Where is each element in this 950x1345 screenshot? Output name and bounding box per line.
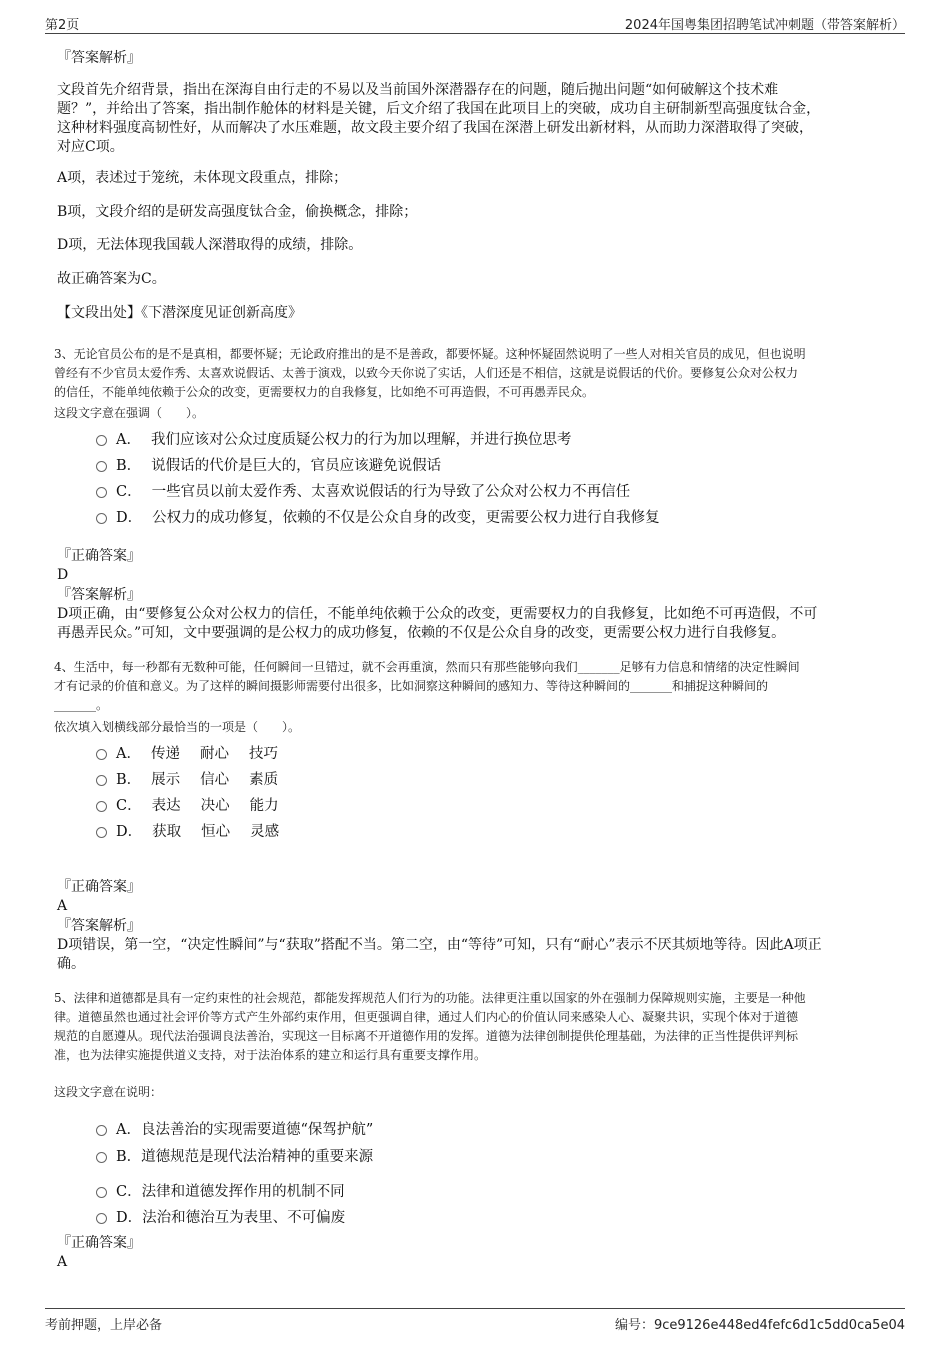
stem-line: 准，也为法律实施提供道义支持，对于法治体系的建立和运行具有重要支撑作用。 bbox=[54, 1048, 487, 1062]
option-text: 道德规范是现代法治精神的重要来源 bbox=[141, 1149, 374, 1165]
option-text: 一些官员以前太爱作秀、太喜欢说假话的行为导致了公众对公权力不再信任 bbox=[151, 484, 631, 500]
q5-answer-label: 『正确答案』 bbox=[57, 1235, 141, 1251]
q5-prompt: 这段文字意在说明： bbox=[54, 1085, 163, 1099]
stem-line: 规范的自愿遵从。现代法治强调良法善治，实现这一目标离不开道德作用的发挥。道德为法律创制提供伦理基础，为法律的正当性提供评判标 bbox=[54, 1029, 799, 1043]
option-letter: D． bbox=[116, 824, 143, 840]
analysis-line: 题？”，并给出了答案，指出制作舱体的材料是关键，后文介绍了我国在此项目上的突破，成功自主研制新型高强度钛合金， bbox=[57, 101, 821, 117]
q5-answer: A bbox=[57, 1254, 68, 1270]
document-title: 2024年国粤集团招聘笔试冲刺题（带答案解析） bbox=[624, 18, 905, 33]
radio-icon[interactable] bbox=[96, 1213, 107, 1224]
stem-line: 4、生活中，每一秒都有无数种可能，任何瞬间一旦错过，就不会再重演，然而只有那些能够向我们_______足够有力信息和情绪的决定性瞬间 bbox=[54, 660, 800, 674]
option-word: 技巧 bbox=[248, 746, 278, 762]
option-letter: C． bbox=[116, 484, 142, 500]
option-text: 法律和道德发挥作用的机制不同 bbox=[141, 1184, 345, 1200]
q3-option-b[interactable] bbox=[96, 454, 441, 475]
option-word: 耐心 bbox=[199, 746, 229, 762]
correct-conclusion: 故正确答案为C。 bbox=[57, 271, 166, 287]
analysis-line: D项错误，第一空，“决定性瞬间”与“获取”搭配不当。第二空，由“等待”可知，只有“耐心”表示不厌其烦地等待。因此A项正 bbox=[57, 937, 822, 953]
radio-icon[interactable] bbox=[96, 513, 107, 524]
q3-analysis-label: 『答案解析』 bbox=[57, 587, 141, 603]
analysis-line: 确。 bbox=[57, 956, 85, 972]
q4-option-b[interactable] bbox=[96, 768, 278, 789]
q4-option-c[interactable] bbox=[96, 794, 279, 815]
radio-icon[interactable] bbox=[96, 749, 107, 760]
option-letter: B． bbox=[116, 772, 142, 788]
option-letter: B． bbox=[116, 458, 142, 474]
analysis-line: 文段首先介绍背景，指出在深海自由行走的不易以及当前国外深潜器存在的问题，随后抛出问题“如何破解这个技术难 bbox=[57, 82, 779, 98]
option-text: 良法善治的实现需要道德“保驾护航” bbox=[140, 1122, 374, 1138]
radio-icon[interactable] bbox=[96, 1125, 107, 1136]
stem-line: 律。道德虽然也通过社会评价等方式产生外部约束作用，但更强调自律，通过人们内心的价值认同来感染人心、凝聚共识，实现个体对于道德 bbox=[54, 1010, 799, 1024]
option-word: 展示 bbox=[151, 772, 181, 788]
option-text: 法治和德治互为表里、不可偏废 bbox=[142, 1210, 346, 1226]
document-id bbox=[615, 1314, 905, 1333]
footer-slogan: 考前押题，上岸必备 bbox=[45, 1318, 163, 1333]
radio-icon[interactable] bbox=[96, 1152, 107, 1163]
stem-line: 3、无论官员公布的是不是真相，都要怀疑；无论政府推出的是不是善政，都要怀疑。这种怀疑固然说明了一些人对相关官员的成见，但也说明 bbox=[54, 347, 806, 361]
q3-option-d[interactable] bbox=[96, 506, 660, 527]
q3-analysis bbox=[57, 605, 887, 643]
radio-icon[interactable] bbox=[96, 827, 107, 838]
option-letter: B． bbox=[116, 1149, 142, 1165]
stem-line: 曾经有不少官员太爱作秀、太喜欢说假话、太善于演戏，以致今天你说了实话，人们还是不相信，这就是说假话的代价。要修复公众对公权力 bbox=[54, 366, 799, 380]
radio-icon[interactable] bbox=[96, 487, 107, 498]
option-word: 表达 bbox=[151, 798, 181, 814]
option-letter: C． bbox=[116, 798, 142, 814]
q3-prompt: 这段文字意在强调（ ）。 bbox=[54, 406, 205, 420]
radio-icon[interactable] bbox=[96, 1187, 107, 1198]
radio-icon[interactable] bbox=[96, 801, 107, 812]
analysis-line: 这种材料强度高韧性好，从而解决了水压难题，故文段主要介绍了我国在深潜上研发出新材料，从而助力深潜取得了突破， bbox=[57, 120, 813, 136]
option-text: 说假话的代价是巨大的，官员应该避免说假话 bbox=[151, 458, 442, 474]
option-letter: A． bbox=[116, 1122, 141, 1138]
q4-option-d[interactable] bbox=[96, 820, 279, 841]
option-d-note: D项，无法体现我国载人深潜取得的成绩，排除。 bbox=[57, 237, 363, 253]
analysis-paragraph bbox=[57, 81, 887, 157]
q4-prompt: 依次填入划横线部分最恰当的一项是（ ）。 bbox=[54, 720, 301, 734]
stem-line: 才有记录的价值和意义。为了这样的瞬间摄影师需要付出很多，比如洞察这种瞬间的感知力、等待这种瞬间的_______和捕捉这种瞬间的 bbox=[54, 679, 769, 693]
footer-divider bbox=[45, 1308, 905, 1309]
document-id-label: 编号： bbox=[614, 1318, 654, 1333]
analysis-label: 『答案解析』 bbox=[57, 50, 141, 66]
q4-answer: A bbox=[57, 898, 68, 914]
q4-option-a[interactable] bbox=[96, 742, 278, 763]
radio-icon[interactable] bbox=[96, 461, 107, 472]
q5-option-c[interactable] bbox=[96, 1180, 345, 1201]
q3-answer-label: 『正确答案』 bbox=[57, 548, 141, 564]
q5-option-a[interactable] bbox=[96, 1118, 373, 1139]
option-a-note: A项，表述过于笼统，未体现文段重点，排除； bbox=[57, 170, 348, 186]
option-letter: D． bbox=[116, 510, 143, 526]
option-b-note: B项，文段介绍的是研发高强度钛合金，偷换概念，排除； bbox=[57, 204, 418, 220]
option-word: 灵感 bbox=[250, 824, 280, 840]
radio-icon[interactable] bbox=[96, 775, 107, 786]
q3-stem bbox=[54, 345, 894, 402]
option-letter: C． bbox=[116, 1184, 142, 1200]
q4-stem bbox=[54, 658, 894, 715]
option-text: 我们应该对公众过度质疑公权力的行为加以理解，并进行换位思考 bbox=[150, 432, 572, 448]
option-word: 恒心 bbox=[201, 824, 231, 840]
option-word: 获取 bbox=[152, 824, 182, 840]
q3-answer: D bbox=[57, 567, 69, 583]
q3-option-c[interactable] bbox=[96, 480, 630, 501]
header-divider bbox=[45, 33, 905, 34]
stem-line: 的信任，不能单纯依赖于公众的改变，更需要权力的自我修复，比如绝不可再造假，不可再愚弄民众。 bbox=[54, 385, 595, 399]
source-citation: 【文段出处】《下潜深度见证创新高度》 bbox=[57, 305, 302, 321]
stem-line: 5、法律和道德都是具有一定约束性的社会规范，都能发挥规范人们行为的功能。法律更注重以国家的外在强制力保障规则实施，主要是一种他 bbox=[54, 991, 806, 1005]
analysis-line: 再愚弄民众。”可知，文中要强调的是公权力的成功修复，依赖的不仅是公众自身的改变，更需要公权力进行自我修复。 bbox=[57, 625, 786, 641]
option-word: 信心 bbox=[200, 772, 230, 788]
page-number: 第2页 bbox=[45, 18, 80, 33]
analysis-line: D项正确，由“要修复公众对公权力的信任，不能单纯依赖于公众的改变，更需要权力的自我修复，比如绝不可再造假，不可 bbox=[57, 606, 818, 622]
option-letter: D． bbox=[116, 1210, 143, 1226]
option-word: 传递 bbox=[150, 746, 180, 762]
q3-option-a[interactable] bbox=[96, 428, 571, 449]
document-id-value: 9ce9126e448ed4fefc6d1c5dd0ca5e04 bbox=[653, 1318, 905, 1333]
option-text: 公权力的成功修复，依赖的不仅是公众自身的改变，更需要公权力进行自我修复 bbox=[152, 510, 660, 526]
q4-answer-label: 『正确答案』 bbox=[57, 879, 141, 895]
q5-stem bbox=[54, 989, 894, 1065]
q4-analysis bbox=[57, 936, 887, 974]
option-word: 能力 bbox=[249, 798, 279, 814]
radio-icon[interactable] bbox=[96, 435, 107, 446]
q5-option-b[interactable] bbox=[96, 1145, 373, 1166]
stem-line: _______。 bbox=[54, 698, 109, 712]
option-letter: A． bbox=[116, 746, 141, 762]
option-word: 素质 bbox=[249, 772, 279, 788]
analysis-line: 对应C项。 bbox=[57, 139, 124, 155]
option-word: 决心 bbox=[200, 798, 230, 814]
q4-analysis-label: 『答案解析』 bbox=[57, 918, 141, 934]
q5-option-d[interactable] bbox=[96, 1206, 345, 1227]
option-letter: A． bbox=[116, 432, 141, 448]
